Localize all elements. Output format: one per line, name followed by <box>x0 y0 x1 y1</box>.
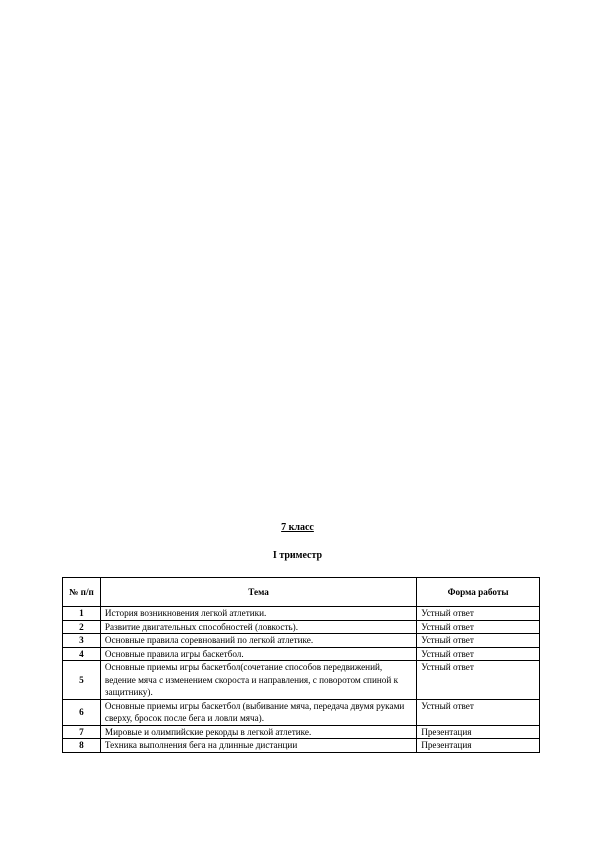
row-work-form: Устный ответ <box>417 634 540 648</box>
lesson-plan-table <box>62 577 540 753</box>
row-topic: Основные приемы игры баскетбол(сочетание способов передвижений, ведение мяча с изменением скороста и направления, с поворотом спиной к защитнику). <box>100 661 416 700</box>
row-number: 5 <box>63 661 101 700</box>
row-topic: История возникновения легкой атлетики. <box>100 607 416 621</box>
table-row <box>63 620 540 634</box>
row-number: 1 <box>63 607 101 621</box>
row-number: 2 <box>63 620 101 634</box>
row-topic: Основные правила соревнований по легкой атлетике. <box>100 634 416 648</box>
header-work-form: Форма работы <box>417 578 540 607</box>
row-topic: Техника выполнения бега на длинные дистанции <box>100 739 416 753</box>
row-topic: Основные приемы игры баскетбол (выбивание мяча, передача двумя руками сверху, бросок после бега и ловли мяча). <box>100 699 416 725</box>
row-work-form: Устный ответ <box>417 620 540 634</box>
term-title: I триместр <box>272 550 323 561</box>
row-number: 7 <box>63 725 101 739</box>
row-work-form: Устный ответ <box>417 647 540 661</box>
row-work-form: Устный ответ <box>417 699 540 725</box>
row-number: 6 <box>63 699 101 725</box>
row-work-form: Презентация <box>417 739 540 753</box>
table-row <box>63 725 540 739</box>
grade-title: 7 класс <box>281 522 314 533</box>
row-topic: Основные правила игры баскетбол. <box>100 647 416 661</box>
row-work-form: Презентация <box>417 725 540 739</box>
table-row <box>63 699 540 725</box>
row-work-form: Устный ответ <box>417 607 540 621</box>
table-row <box>63 661 540 700</box>
row-work-form: Устный ответ <box>417 661 540 700</box>
table-row <box>63 634 540 648</box>
table-row <box>63 607 540 621</box>
row-number: 3 <box>63 634 101 648</box>
header-topic: Тема <box>100 578 416 607</box>
table-header-row <box>63 578 540 607</box>
table-row <box>63 647 540 661</box>
row-topic: Развитие двигательных способностей (ловкость). <box>100 620 416 634</box>
row-topic: Мировые и олимпийские рекорды в легкой атлетике. <box>100 725 416 739</box>
row-number: 8 <box>63 739 101 753</box>
row-number: 4 <box>63 647 101 661</box>
header-number: № п/п <box>63 578 101 607</box>
table-row <box>63 739 540 753</box>
